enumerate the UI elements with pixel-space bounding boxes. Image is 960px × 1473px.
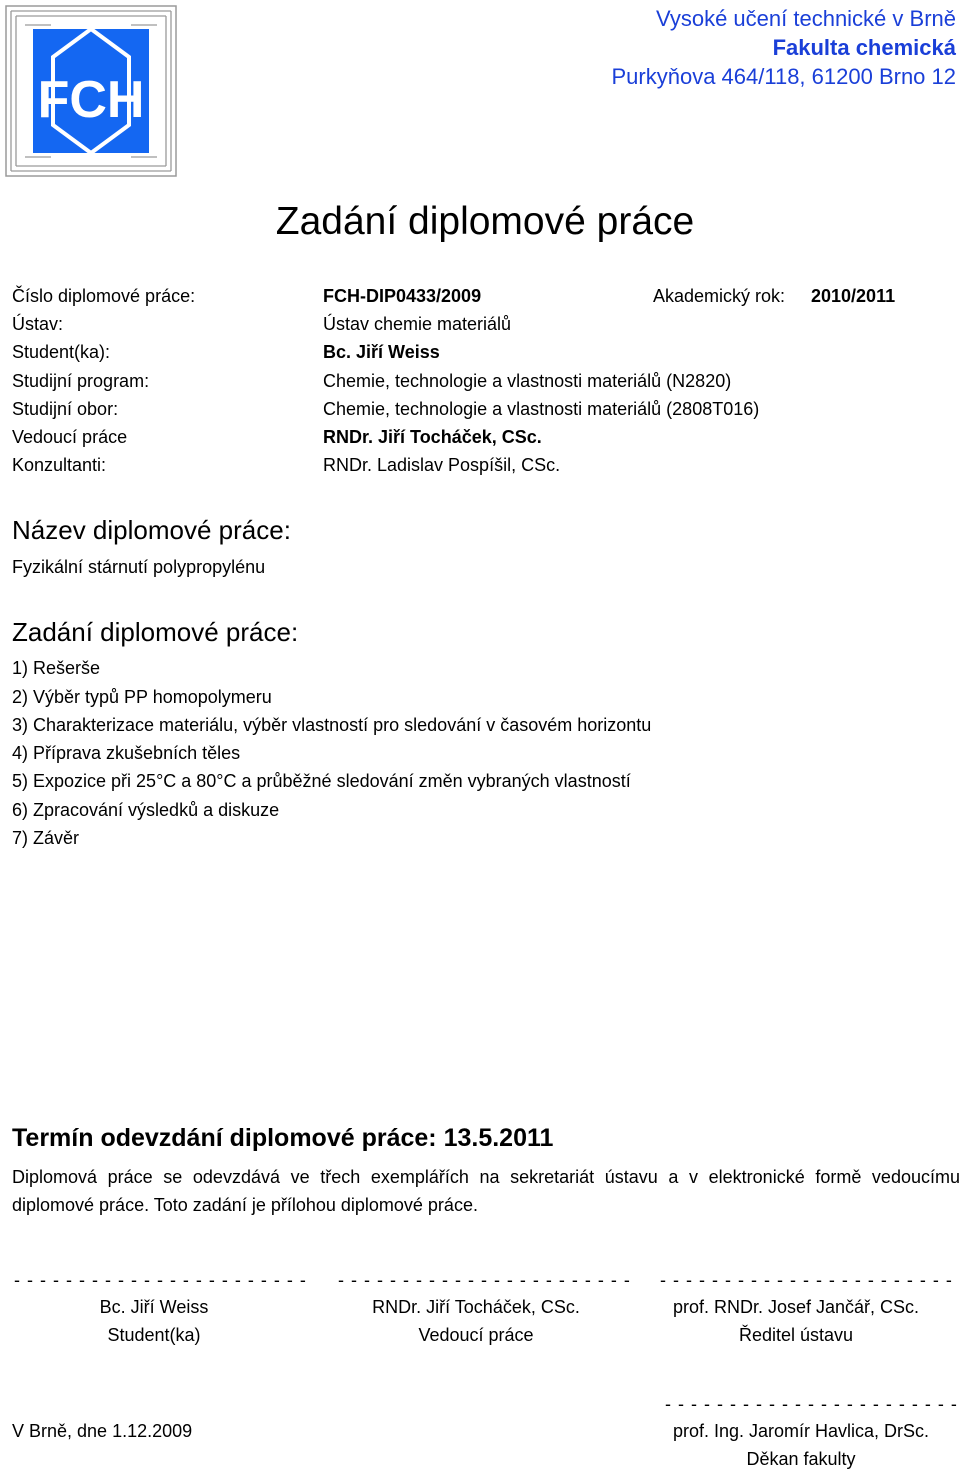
student-signature-role: Student(ka) xyxy=(107,1325,201,1345)
program-value: Chemie, technologie a vlastnosti materiálů (N2820) xyxy=(323,371,732,391)
thesis-title-heading: Název diplomové práce: xyxy=(12,515,291,545)
signature-line-director: - - - - - - - - - - - - - - - - - - - - - - - xyxy=(660,1270,953,1290)
assignment-heading: Zadání diplomové práce: xyxy=(12,617,299,647)
consultants-value: RNDr. Ladislav Pospíšil, CSc. xyxy=(323,455,561,475)
student-signature-name: Bc. Jiří Weiss xyxy=(99,1297,209,1317)
assignment-item: 5) Expozice při 25°C a 80°C a průběžné sledování změn vybraných vlastností xyxy=(12,771,631,791)
assignment-item: 3) Charakterizace materiálu, výběr vlastností pro sledování v časovém horizontu xyxy=(12,715,652,735)
thesis-number-label: Číslo diplomové práce: xyxy=(12,286,196,306)
supervisor-value: RNDr. Jiří Tocháček, CSc. xyxy=(323,427,542,447)
supervisor-signature-role: Vedoucí práce xyxy=(418,1325,534,1345)
thesis-number-value: FCH-DIP0433/2009 xyxy=(323,286,482,306)
dean-signature-name: prof. Ing. Jaromír Havlica, DrSc. xyxy=(672,1421,930,1441)
director-signature-role: Ředitel ústavu xyxy=(738,1325,854,1345)
submission-deadline: Termín odevzdání diplomové práce: 13.5.2011 xyxy=(12,1124,554,1152)
page-title: Zadání diplomové práce xyxy=(275,200,695,243)
institute-label: Ústav: xyxy=(12,314,64,334)
supervisor-signature-name: RNDr. Jiří Tocháček, CSc. xyxy=(372,1297,580,1317)
program-label: Studijní program: xyxy=(12,371,150,391)
submission-note: Diplomová práce se odevzdává ve třech exemplářích na sekretariát ústavu a v elektronické formě vedoucímu diplomové práce. Toto zadání je přílohou diplomové práce. xyxy=(12,1167,960,1215)
assignment-item: 1) Rešerše xyxy=(12,658,101,678)
signature-line-supervisor: - - - - - - - - - - - - - - - - - - - - - - - xyxy=(338,1270,631,1290)
faculty-name: Fakulta chemická xyxy=(772,35,956,60)
faculty-address: Purkyňova 464/118, 61200 Brno 12 xyxy=(611,64,956,89)
signature-line-student: - - - - - - - - - - - - - - - - - - - - - - - xyxy=(14,1270,307,1290)
assignment-item: 2) Výběr typů PP homopolymeru xyxy=(12,687,272,707)
supervisor-label: Vedoucí práce xyxy=(12,427,128,447)
logo-text: FCH xyxy=(37,71,145,129)
student-label: Student(ka): xyxy=(12,342,111,362)
student-value: Bc. Jiří Weiss xyxy=(323,342,440,362)
director-signature-name: prof. RNDr. Josef Jančář, CSc. xyxy=(672,1297,920,1317)
field-label: Studijní obor: xyxy=(12,399,119,419)
academic-year-label: Akademický rok: xyxy=(653,286,786,306)
place-and-date: V Brně, dne 1.12.2009 xyxy=(12,1421,193,1441)
faculty-logo xyxy=(5,5,177,177)
assignment-item: 7) Závěr xyxy=(12,828,80,848)
academic-year-value: 2010/2011 xyxy=(811,286,896,306)
assignment-item: 4) Příprava zkušebních těles xyxy=(12,743,241,763)
institute-value: Ústav chemie materiálů xyxy=(323,314,512,334)
thesis-title: Fyzikální stárnutí polypropylénu xyxy=(12,557,266,577)
signature-line-dean: - - - - - - - - - - - - - - - - - - - - - - - xyxy=(665,1394,958,1414)
field-value: Chemie, technologie a vlastnosti materiálů (2808T016) xyxy=(323,399,760,419)
dean-signature-role: Děkan fakulty xyxy=(746,1449,856,1469)
consultants-label: Konzultanti: xyxy=(12,455,107,475)
assignment-item: 6) Zpracování výsledků a diskuze xyxy=(12,800,280,820)
university-name: Vysoké učení technické v Brně xyxy=(655,6,956,31)
